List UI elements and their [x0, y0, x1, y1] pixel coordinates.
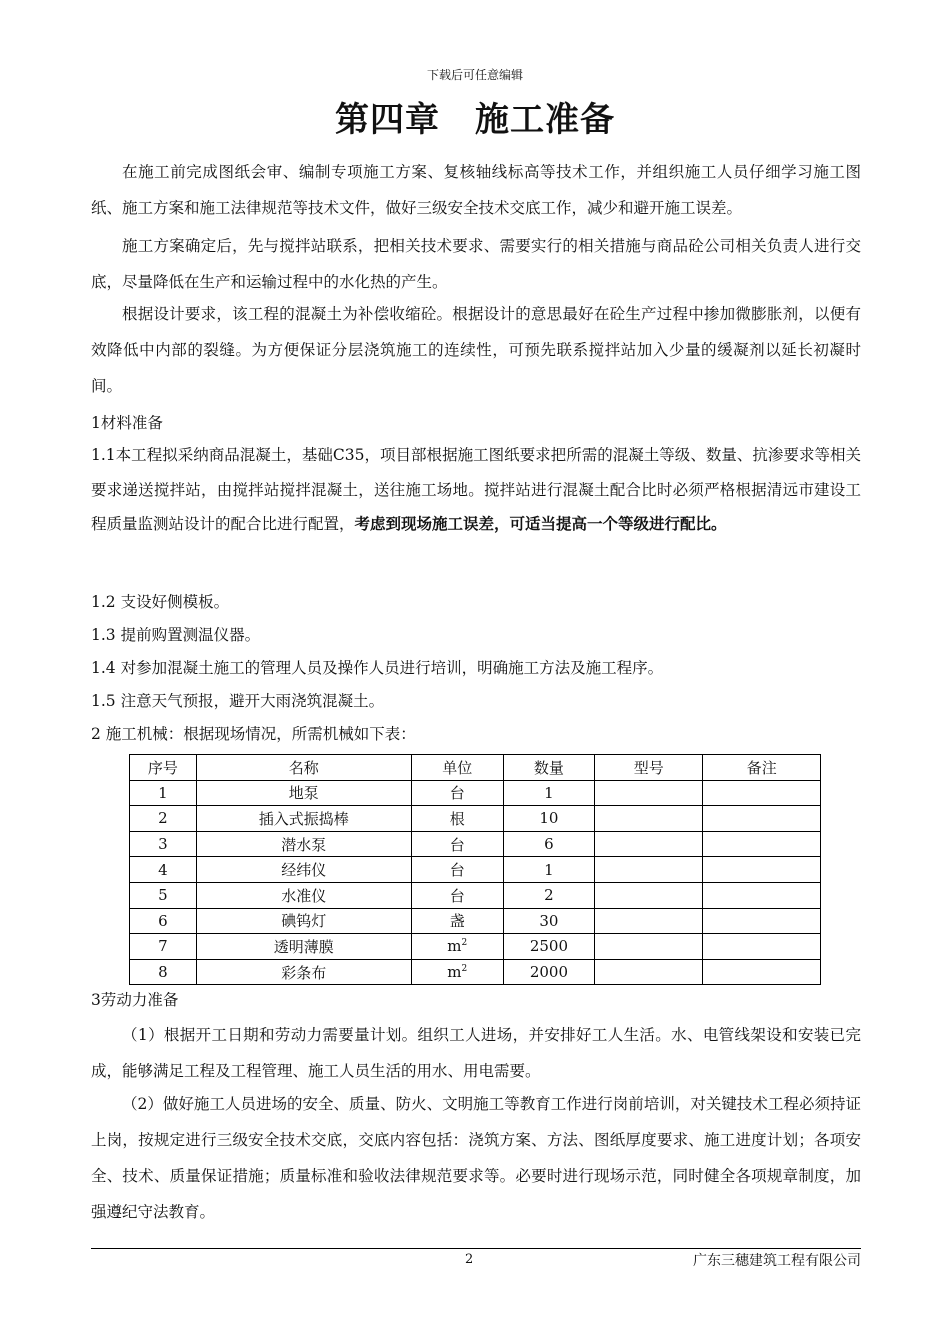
cell-name: 经纬仪 — [196, 857, 411, 883]
cell-qty: 2 — [503, 882, 594, 908]
header-note: 备注 — [703, 755, 821, 781]
unit-superscript: 2 — [461, 938, 468, 949]
labor-paragraph-2: （2）做好施工人员进场的安全、质量、防火、文明施工等教育工作进行岗前培训，对关键技术工程必须持证上岗，按规定进行三级安全技术交底，交底内容包括：浇筑方案、方法、图纸厚度要求、施工进度计划；各项安全、技术、质量保证措施；质量标准和验收法律规范要求等。必要时进行现场示范，同时健全各项规章制度，加强遵纪守法教育。 — [91, 1095, 861, 1221]
labor-paragraph-1: （1）根据开工日期和劳动力需要量计划。组织工人进场，并安排好工人生活。水、电管线架设和安装已完成，能够满足工程及工程管理、施工人员生活的用水、用电需要。 — [91, 1026, 861, 1080]
cell-note — [703, 882, 821, 908]
cell-qty: 1 — [503, 780, 594, 806]
table-row — [130, 882, 821, 908]
cell-name: 地泵 — [196, 780, 411, 806]
header-name: 名称 — [196, 755, 411, 781]
cell-unit: 根 — [411, 806, 503, 832]
cell-no: 6 — [130, 908, 197, 934]
cell-unit — [411, 934, 503, 960]
cell-unit: 台 — [411, 831, 503, 857]
section-2-heading: 2 施工机械：根据现场情况，所需机械如下表： — [91, 725, 416, 743]
header-note: 下载后可任意编辑 — [426, 68, 523, 82]
cell-model — [595, 780, 703, 806]
cell-no: 3 — [130, 831, 197, 857]
cell-no: 5 — [130, 882, 197, 908]
cell-name: 彩条布 — [196, 959, 411, 985]
cell-note — [703, 806, 821, 832]
cell-model — [595, 959, 703, 985]
item-1-5: 1.5 注意天气预报，避开大雨浇筑混凝土。 — [91, 692, 385, 710]
table-row — [130, 857, 821, 883]
item-1-3: 1.3 提前购置测温仪器。 — [91, 626, 261, 644]
cell-model — [595, 831, 703, 857]
intro-paragraph-2: 施工方案确定后，先与搅拌站联系，把相关技术要求、需要实行的相关措施与商品砼公司相关负责人进行交底，尽量降低在生产和运输过程中的水化热的产生。 — [91, 237, 861, 291]
cell-qty: 30 — [503, 908, 594, 934]
header-qty: 数量 — [503, 755, 594, 781]
item-1-4: 1.4 对参加混凝土施工的管理人员及操作人员进行培训，明确施工方法及施工程序。 — [91, 659, 664, 677]
cell-unit: 台 — [411, 882, 503, 908]
intro-paragraph-3: 根据设计要求，该工程的混凝土为补偿收缩砼。根据设计的意思最好在砼生产过程中掺加微膨胀剂，以便有效降低中内部的裂缝。为方便保证分层浇筑施工的连续性，可预先联系搅拌站加入少量的缓凝剂以延长初凝时间。 — [91, 305, 861, 395]
table-row — [130, 908, 821, 934]
cell-no: 7 — [130, 934, 197, 960]
intro-paragraph-1: 在施工前完成图纸会审、编制专项施工方案、复核轴线标高等技术工作，并组织施工人员仔细学习施工图纸、施工方案和施工法律规范等技术文件，做好三级安全技术交底工作，减少和避开施工误差。 — [91, 163, 861, 217]
table-row — [130, 806, 821, 832]
cell-unit: 台 — [411, 857, 503, 883]
cell-qty: 2000 — [503, 959, 594, 985]
table-row — [130, 959, 821, 985]
page-number: 2 — [465, 1252, 474, 1267]
cell-name: 插入式振捣棒 — [196, 806, 411, 832]
cell-no: 2 — [130, 806, 197, 832]
table-row — [130, 934, 821, 960]
unit-text: m — [447, 963, 462, 982]
company-name: 广东三穗建筑工程有限公司 — [693, 1253, 861, 1269]
cell-model — [595, 882, 703, 908]
cell-name: 潜水泵 — [196, 831, 411, 857]
cell-qty: 10 — [503, 806, 594, 832]
machinery-table — [129, 754, 821, 985]
item-1-1 — [91, 438, 861, 542]
cell-name: 碘钨灯 — [196, 908, 411, 934]
table-row — [130, 831, 821, 857]
item-1-1-emphasis: 考虑到现场施工误差，可适当提高一个等级进行配比。 — [354, 514, 727, 533]
cell-no: 8 — [130, 959, 197, 985]
section-3-heading: 3劳动力准备 — [91, 991, 179, 1009]
cell-name: 透明薄膜 — [196, 934, 411, 960]
header-unit: 单位 — [411, 755, 503, 781]
cell-note — [703, 831, 821, 857]
cell-qty: 1 — [503, 857, 594, 883]
item-1-2: 1.2 支设好侧模板。 — [91, 593, 230, 611]
cell-unit — [411, 959, 503, 985]
table-row — [130, 780, 821, 806]
cell-model — [595, 908, 703, 934]
page-title: 第四章 施工准备 — [335, 100, 615, 140]
section-1-heading: 1材料准备 — [91, 414, 163, 432]
cell-qty: 6 — [503, 831, 594, 857]
cell-model — [595, 857, 703, 883]
footer-divider — [91, 1248, 861, 1249]
cell-model — [595, 934, 703, 960]
cell-no: 4 — [130, 857, 197, 883]
unit-superscript: 2 — [461, 964, 468, 975]
cell-unit: 盏 — [411, 908, 503, 934]
cell-note — [703, 934, 821, 960]
cell-note — [703, 857, 821, 883]
cell-model — [595, 806, 703, 832]
cell-unit: 台 — [411, 780, 503, 806]
unit-text: m — [447, 937, 462, 956]
table-header-row — [130, 755, 821, 781]
cell-name: 水准仪 — [196, 882, 411, 908]
cell-qty: 2500 — [503, 934, 594, 960]
cell-note — [703, 780, 821, 806]
cell-note — [703, 908, 821, 934]
cell-note — [703, 959, 821, 985]
item-1-1-text: 1.1本工程拟采纳商品混凝土，基础C35，项目部根据施工图纸要求把所需的混凝土等级、数量、抗渗要求等相关要求递送搅拌站，由搅拌站搅拌混凝土，送往施工场地。搅拌站进行混凝土配合比时必须严格根据清远市建设工程质量监测站设计的配合比进行配置， — [91, 446, 861, 533]
header-no: 序号 — [130, 755, 197, 781]
header-model: 型号 — [595, 755, 703, 781]
cell-no: 1 — [130, 780, 197, 806]
